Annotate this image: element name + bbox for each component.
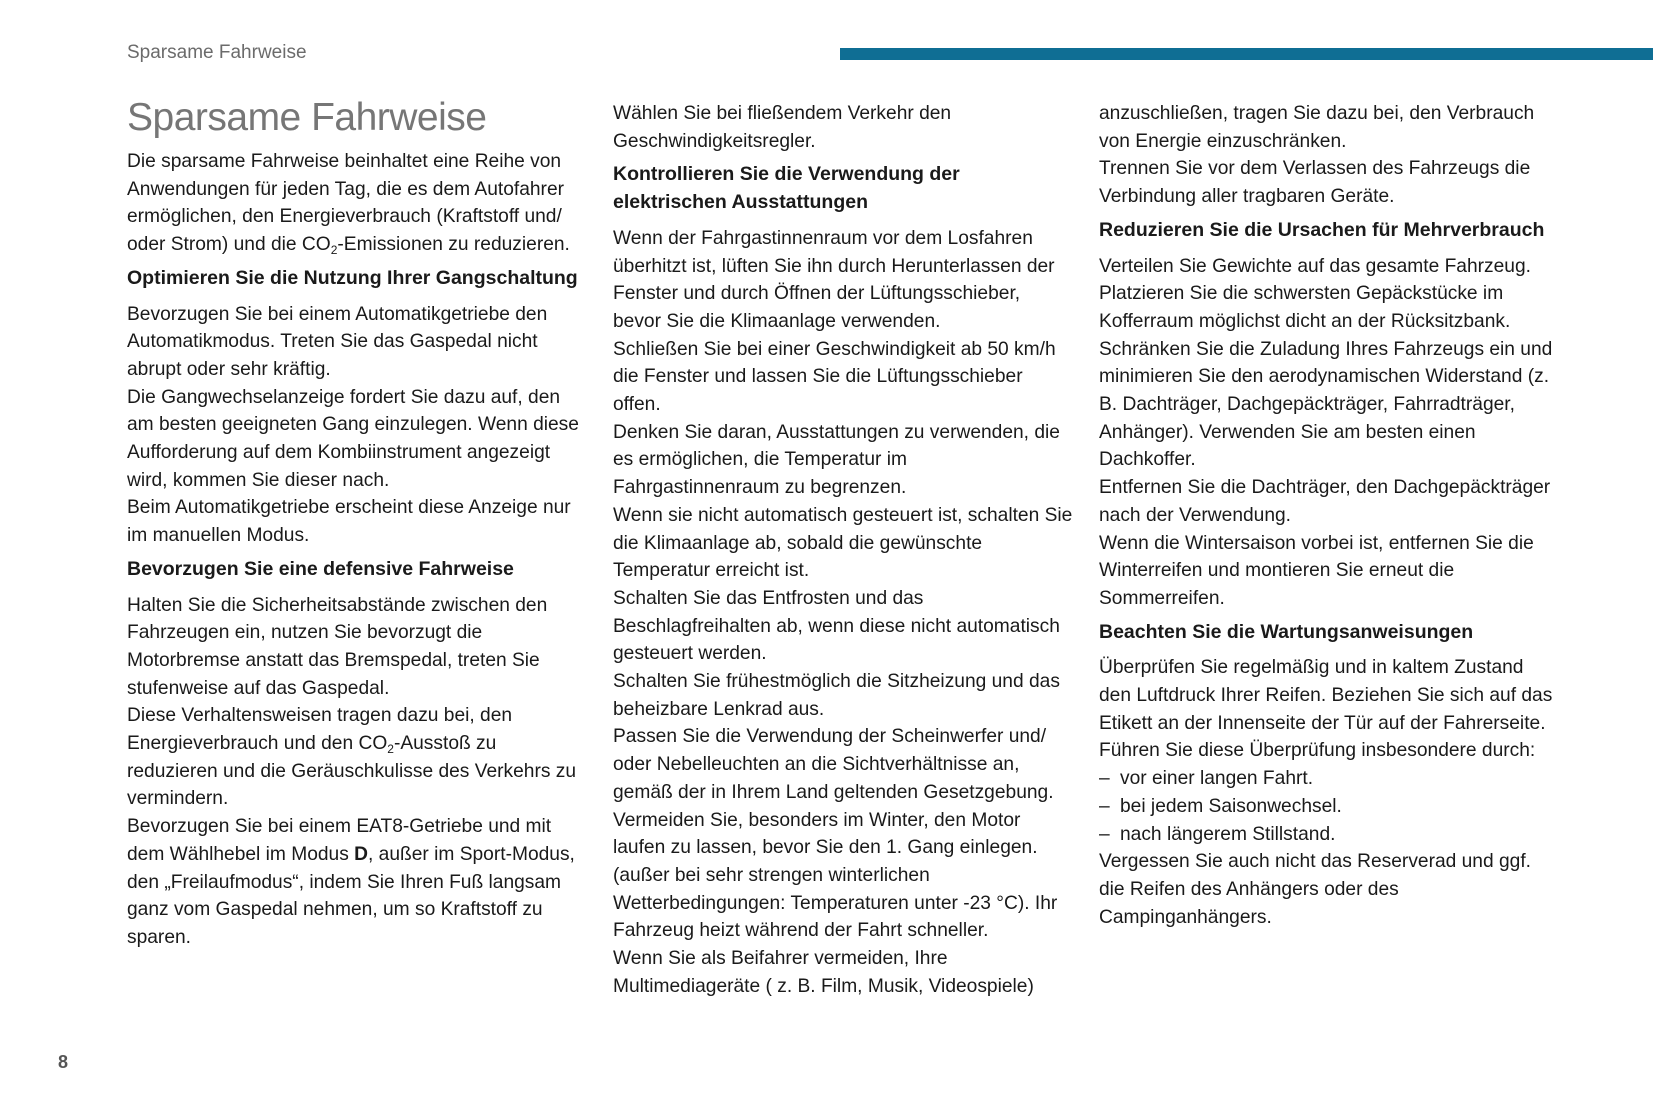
paragraph: Wenn der Fahrgastinnenraum vor dem Losfahren überhitzt ist, lüften Sie ihn durch Herunterlassen der Fenster und durch Öffnen der Lüftungsschieber, bevor Sie die Klimaanlage verwenden. [613, 227, 1055, 332]
column-3 [1099, 100, 1559, 931]
list-item: – vor einer langen Fahrt. [1099, 765, 1559, 793]
list-item: – bei jedem Saisonwechsel. [1099, 793, 1559, 821]
paragraph: Wenn die Wintersaison vorbei ist, entfernen Sie die Winterreifen und montieren Sie erneut die Sommerreifen. [1099, 532, 1534, 609]
co2-subscript: 2 [330, 243, 338, 258]
paragraph [127, 702, 587, 813]
paragraph: Entfernen Sie die Dachträger, den Dachgepäckträger nach der Verwendung. [1099, 477, 1551, 526]
paragraph-text-a: Bevorzugen Sie bei einem EAT8-Getriebe und mit dem Wählhebel im Modus [127, 816, 552, 865]
check-list [1099, 765, 1559, 848]
paragraph: Denken Sie daran, Ausstattungen zu verwenden, die es ermöglichen, die Temperatur im Fahrgastinnenraum zu begrenzen. [613, 421, 1060, 499]
paragraph: Wenn Sie als Beifahrer vermeiden, Ihre Multimediageräte ( z. B. Film, Musik, Videospiele) [613, 948, 1034, 997]
paragraph: Führen Sie diese Überprüfung insbesondere durch: [1099, 740, 1536, 762]
paragraph: Schränken Sie die Zuladung Ihres Fahrzeugs ein und minimieren Sie den aerodynamischen Widerstand (z. B. Dachträger, Dachgepäckträger, Fahrradträger, Anhänger). Verwenden Sie am besten einen Dachkoffer. [1099, 338, 1553, 471]
paragraph [127, 813, 587, 952]
paragraph-text-b: , außer im Sport-Modus, den „Freilaufmodus“, indem Sie Ihren Fuß langsam ganz vom Gaspedal nehmen, um so Kraftstoff zu sparen. [127, 843, 575, 948]
paragraph-text-a: Diese Verhaltensweisen tragen dazu bei, den Energieverbrauch und den CO [127, 705, 513, 755]
paragraph: Schalten Sie frühestmöglich die Sitzheizung und das beheizbare Lenkrad aus. [613, 671, 1060, 720]
intro-text-b: -Emissionen zu reduzieren. [337, 234, 570, 256]
paragraph: Wenn sie nicht automatisch gesteuert ist, schalten Sie die Klimaanlage ab, sobald die gewünschte Temperatur erreicht ist. [613, 504, 1073, 582]
paragraph: anzuschließen, tragen Sie dazu bei, den Verbrauch von Energie einzuschränken. [1099, 103, 1535, 152]
mode-d-label: D [354, 843, 369, 865]
running-header: Sparsame Fahrweise [127, 42, 307, 63]
paragraph: Wählen Sie bei fließendem Verkehr den Geschwindigkeitsregler. [613, 103, 952, 152]
page-title: Sparsame Fahrweise [127, 96, 487, 139]
paragraph: Bevorzugen Sie bei einem Automatikgetriebe den Automatikmodus. Treten Sie das Gaspedal nicht abrupt oder sehr kräftig. [127, 303, 548, 380]
paragraph: Schließen Sie bei einer Geschwindigkeit ab 50 km/h die Fenster und lassen Sie die Lüftungsschieber offen. [613, 338, 1056, 416]
header-accent-bar [840, 48, 1653, 60]
section-heading: Kontrollieren Sie die Verwendung der elektrischen Ausstattungen [613, 163, 960, 214]
paragraph: Beim Automatikgetriebe erscheint diese Anzeige nur im manuellen Modus. [127, 497, 571, 547]
co2-subscript: 2 [387, 742, 394, 757]
paragraph: Vermeiden Sie, besonders im Winter, den Motor laufen zu lassen, bevor Sie den 1. Gang einlegen.(außer bei sehr strengen winterlichen Wetterbedingungen: Temperaturen unter -23 °C). Ihr Fahrzeug heizt während der Fahrt schneller. [613, 809, 1058, 942]
intro-text-a: Die sparsame Fahrweise beinhaltet eine Reihe von Anwendungen für jeden Tag, die es dem Autofahrer ermöglichen, den Energieverbrauch (Kraftstoff und/ oder Strom) und die CO [127, 151, 565, 256]
paragraph: Verteilen Sie Gewichte auf das gesamte Fahrzeug. Platzieren Sie die schwersten Gepäckstücke im Kofferraum möglichst dicht an der Rücksitzbank. [1099, 255, 1531, 332]
section-heading: Bevorzugen Sie eine defensive Fahrweise [127, 557, 514, 580]
list-item: – nach längerem Stillstand. [1099, 821, 1559, 849]
column-2 [613, 100, 1073, 1001]
section-heading: Reduzieren Sie die Ursachen für Mehrverbrauch [1099, 218, 1545, 241]
section-heading: Beachten Sie die Wartungsanweisungen [1099, 620, 1474, 643]
section-heading: Optimieren Sie die Nutzung Ihrer Gangschaltung [127, 266, 578, 289]
page-number: 8 [58, 1052, 69, 1072]
paragraph: Trennen Sie vor dem Verlassen des Fahrzeugs die Verbindung aller tragbaren Geräte. [1099, 158, 1531, 208]
column-1 [127, 94, 587, 952]
paragraph: Halten Sie die Sicherheitsabstände zwischen den Fahrzeugen ein, nutzen Sie bevorzugt die Motorbremse anstatt das Bremspedal, treten Sie stufenweise auf das Gaspedal. [127, 594, 548, 699]
paragraph: Schalten Sie das Entfrosten und das Beschlagfreihalten ab, wenn diese nicht automatisch gesteuert werden. [613, 587, 1060, 665]
paragraph-text-b: -Ausstoß zu reduzieren und die Geräuschkulisse des Verkehrs zu vermindern. [127, 733, 577, 810]
paragraph: Vergessen Sie auch nicht das Reserverad und ggf. die Reifen des Anhängers oder des Campinganhängers. [1099, 851, 1531, 928]
paragraph: Überprüfen Sie regelmäßig und in kaltem Zustand den Luftdruck Ihrer Reifen. Beziehen Sie sich auf das Etikett an der Innenseite der Tür auf der Fahrerseite. [1099, 657, 1553, 734]
paragraph: Passen Sie die Verwendung der Scheinwerfer und/ oder Nebelleuchten an die Sichtverhältnisse an, gemäß der in Ihrem Land geltenden Gesetzgebung. [613, 726, 1054, 803]
intro-paragraph [127, 148, 587, 259]
paragraph: Die Gangwechselanzeige fordert Sie dazu auf, den am besten geeigneten Gang einzulegen. Wenn diese Aufforderung auf dem Kombiinstrument angezeigt wird, kommen Sie dieser nach. [127, 386, 579, 491]
